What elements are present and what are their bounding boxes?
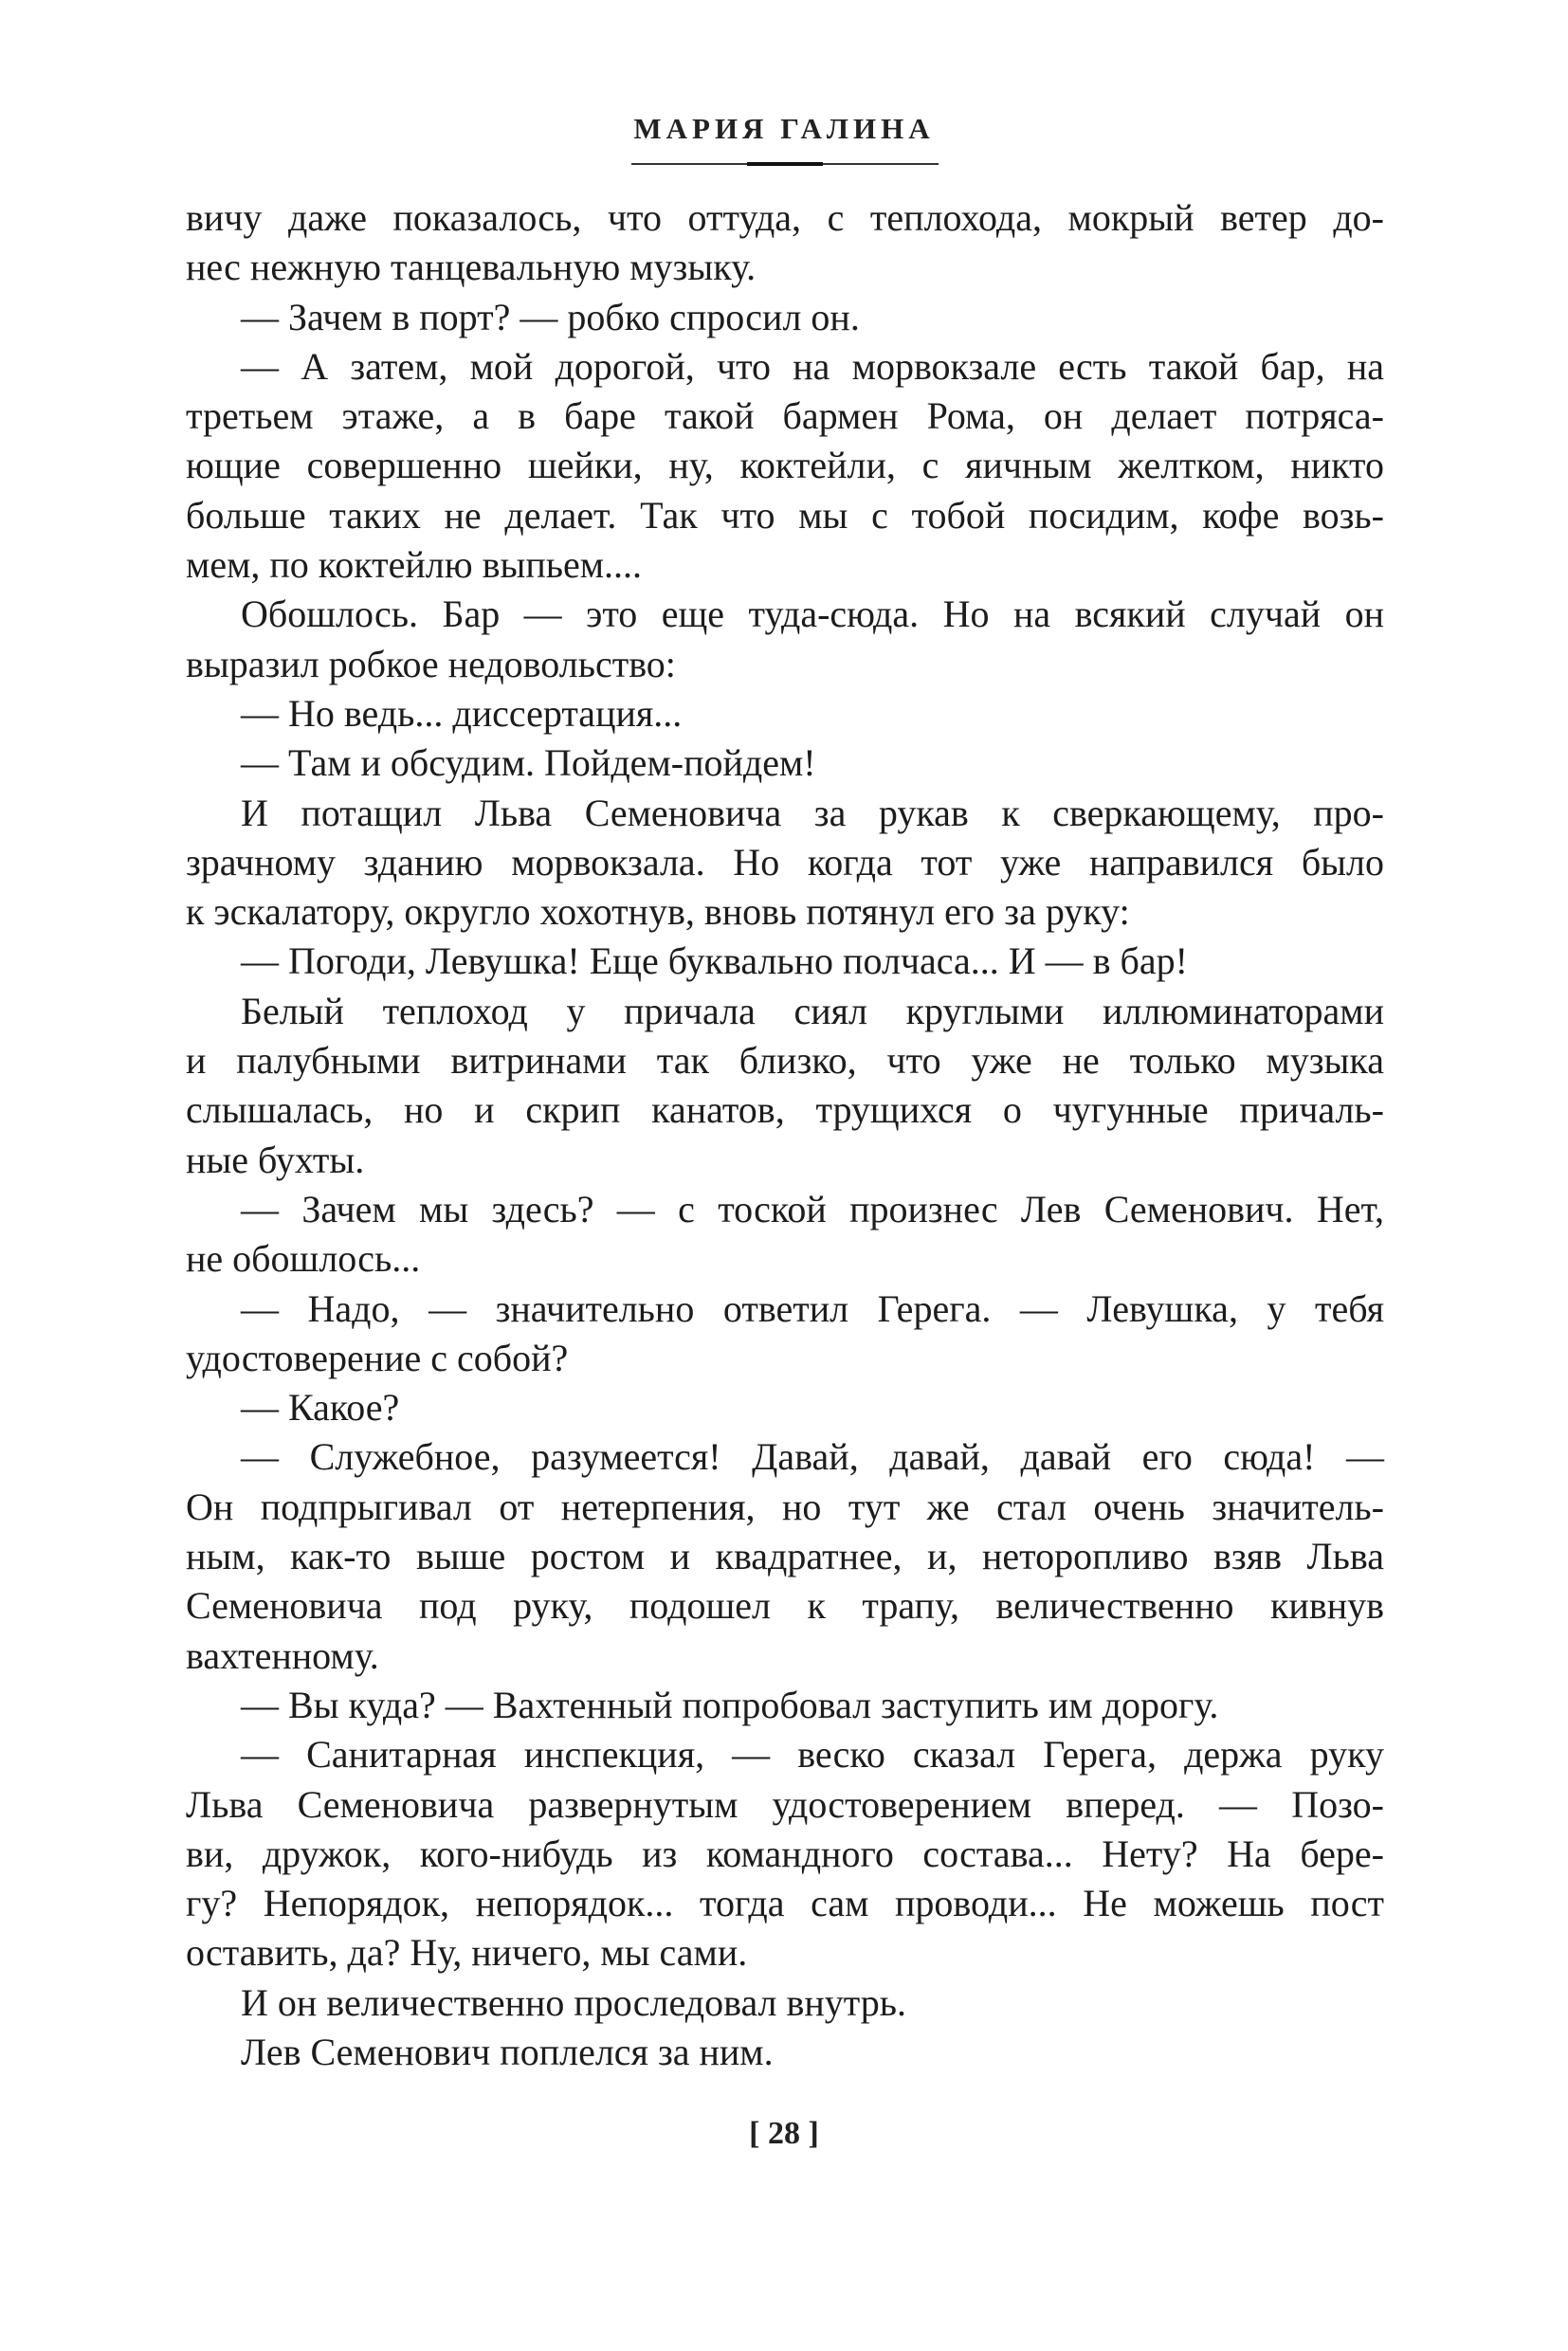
paragraph xyxy=(186,193,1384,293)
page-body xyxy=(186,193,1384,2077)
header-rule xyxy=(631,163,939,165)
paragraph xyxy=(186,342,1384,590)
page-number: [ 28 ] xyxy=(749,2116,819,2151)
text-line: — Какое? xyxy=(241,1386,400,1430)
text-line: — Но ведь... диссертация... xyxy=(241,691,683,735)
text-line: выразил робкое недовольство: xyxy=(186,642,676,685)
text-line: гу? Непорядок, непорядок... тогда сам проводи... Не можешь пост xyxy=(186,1882,1384,1925)
text-line: — Санитарная инспекция, — веско сказал Герега, держа руку xyxy=(241,1733,1384,1777)
paragraph xyxy=(186,1730,1384,1977)
paragraph xyxy=(186,293,1384,342)
text-line: И потащил Льва Семеновича за рукав к сверкающему, про- xyxy=(241,791,1384,834)
text-line: Он подпрыгивал от нетерпения, но тут же стал очень значитель- xyxy=(186,1485,1384,1528)
text-line: ющие совершенно шейки, ну, коктейли, с яичным желтком, никто xyxy=(186,444,1384,487)
text-line: — Зачем в порт? — робко спросил он. xyxy=(241,295,860,338)
paragraph xyxy=(186,590,1384,689)
paragraph xyxy=(186,2028,1384,2077)
header-rule-accent xyxy=(747,162,823,166)
paragraph xyxy=(186,789,1384,938)
text-line: удостоверение с собой? xyxy=(186,1336,569,1379)
text-line: мем, по коктейлю выпьем.... xyxy=(186,543,643,587)
text-line: к эскалатору, округло хохотнув, вновь потянул его за руку: xyxy=(186,890,1130,934)
text-line: — Надо, — значительно ответил Герега. — Левушка, у тебя xyxy=(241,1286,1384,1330)
text-line: Лев Семенович поплелся за ним. xyxy=(241,2030,774,2073)
text-line: — А затем, мой дорогой, что на морвокзале есть такой бар, на xyxy=(241,344,1384,388)
paragraph xyxy=(186,1432,1384,1680)
paragraph xyxy=(186,987,1384,1185)
paragraph xyxy=(186,1185,1384,1285)
text-line: — Погоди, Левушка! Еще буквально полчаса... И — в бар! xyxy=(241,939,1188,983)
paragraph xyxy=(186,1383,1384,1432)
text-line: — Зачем мы здесь? — с тоской произнес Лев Семенович. Нет, xyxy=(241,1187,1384,1230)
running-header: МАРИЯ ГАЛИНА xyxy=(633,112,935,145)
text-line: и палубными витринами так близко, что уже не только музыка xyxy=(186,1039,1384,1083)
paragraph xyxy=(186,1285,1384,1384)
text-line: Белый теплоход у причала сиял круглыми иллюминаторами xyxy=(241,989,1384,1032)
text-line: оставить, да? Ну, ничего, мы сами. xyxy=(186,1931,748,1975)
paragraph xyxy=(186,937,1384,986)
text-line: не обошлось... xyxy=(186,1237,421,1281)
text-line: ные бухты. xyxy=(186,1138,365,1181)
paragraph xyxy=(186,1978,1384,2028)
text-line: нес нежную танцевальную музыку. xyxy=(186,246,757,289)
text-line: слышалась, но и скрип канатов, трущихся о чугунные причаль- xyxy=(186,1088,1384,1132)
text-line: больше таких не делает. Так что мы с тобой посидим, кофе возь- xyxy=(186,493,1384,537)
text-line: — Служебное, разумеется! Давай, давай, давай его сюда! — xyxy=(241,1435,1384,1479)
text-line: Обошлось. Бар — это еще туда-сюда. Но на всякий случай он xyxy=(241,592,1384,636)
text-line: ным, как-то выше ростом и квадратнее, и, неторопливо взяв Льва xyxy=(186,1535,1384,1578)
paragraph xyxy=(186,1681,1384,1730)
text-line: Семеновича под руку, подошел к трапу, величественно кивнув xyxy=(186,1584,1384,1628)
text-line: И он величественно проследовал внутрь. xyxy=(241,1980,907,2024)
text-line: — Вы куда? — Вахтенный попробовал заступить им дорогу. xyxy=(241,1683,1219,1726)
text-line: ви, дружок, кого-нибудь из командного состава... Нету? На бере- xyxy=(186,1832,1384,1875)
text-line: — Там и обсудим. Пойдем-пойдем! xyxy=(241,741,816,785)
text-line: третьем этаже, а в баре такой бармен Рома, он делает потряса- xyxy=(186,394,1384,438)
text-line: вахтенному. xyxy=(186,1633,379,1677)
text-line: Льва Семеновича развернутым удостоверением вперед. — Позо- xyxy=(186,1782,1384,1826)
paragraph xyxy=(186,738,1384,788)
text-line: вичу даже показалось, что оттуда, с теплохода, мокрый ветер до- xyxy=(186,196,1384,239)
paragraph xyxy=(186,689,1384,738)
text-line: зрачному зданию морвокзала. Но когда тот уже направился было xyxy=(186,840,1384,884)
